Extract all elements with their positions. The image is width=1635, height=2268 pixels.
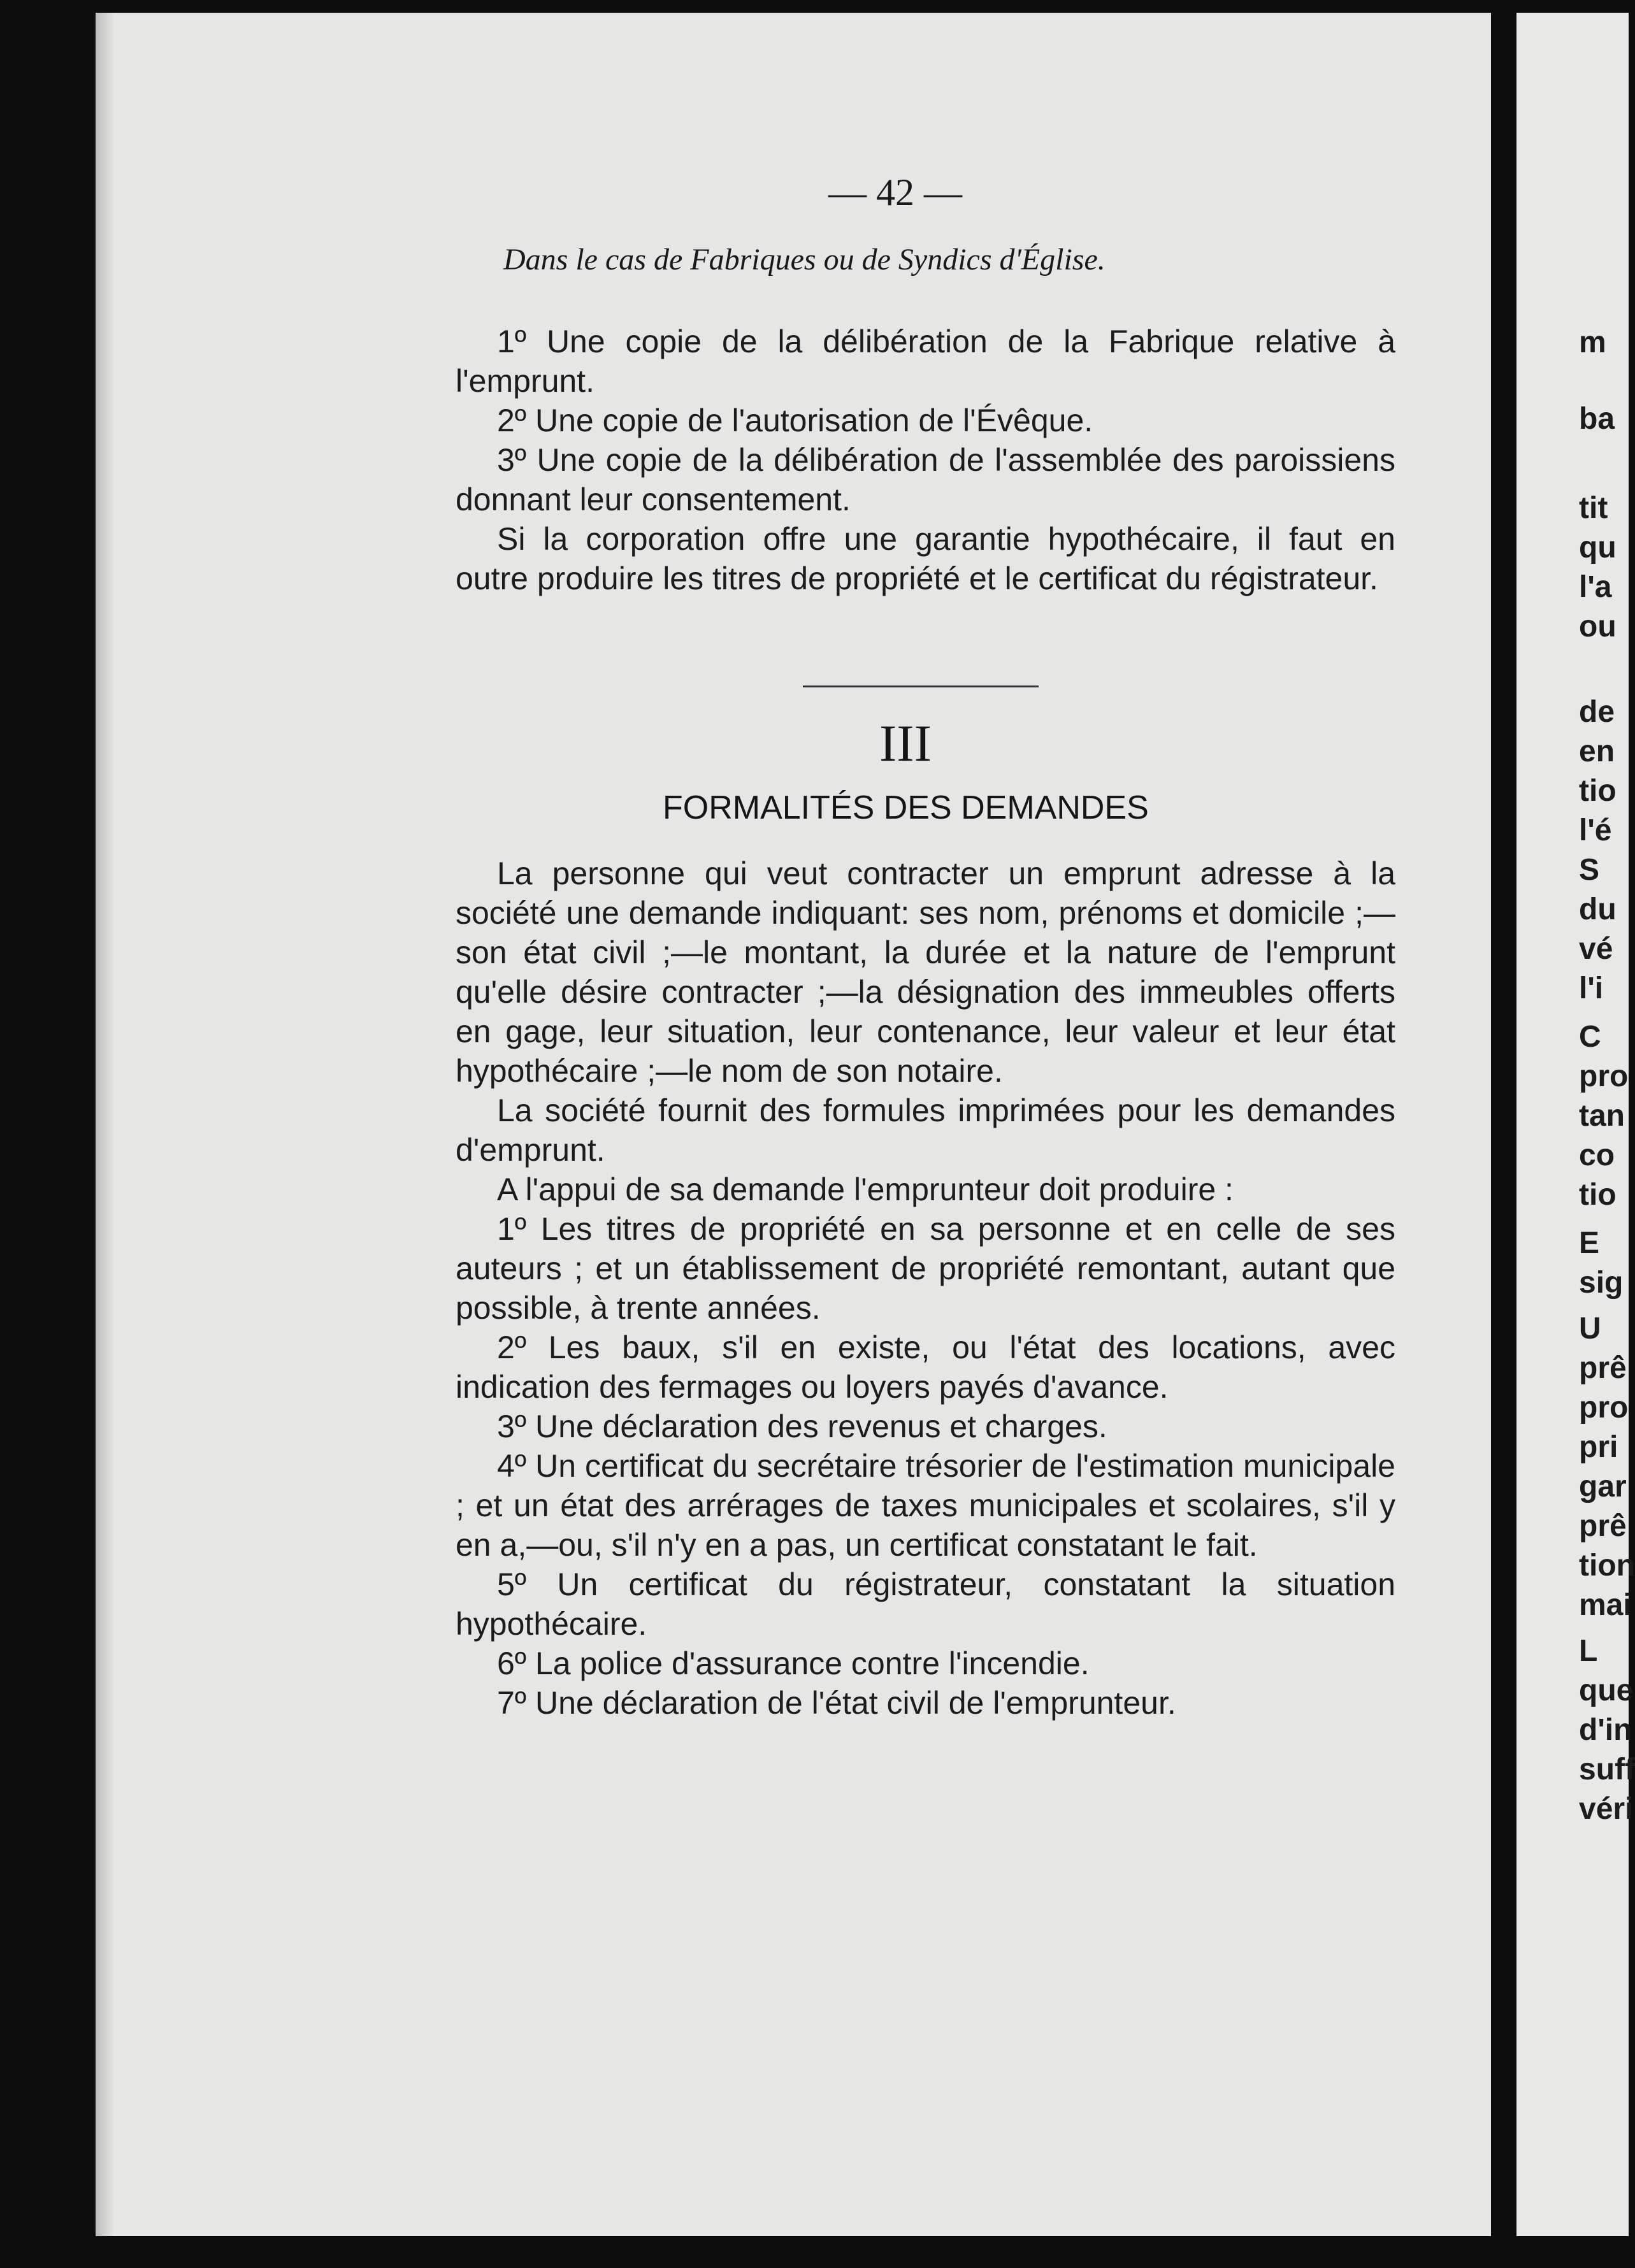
page-number: — 42 — — [828, 171, 962, 213]
right-page-fragment: l'é — [1579, 814, 1612, 847]
right-page-fragment: pro — [1579, 1059, 1629, 1093]
right-page-fragment: prê — [1579, 1351, 1627, 1385]
paragraph: 6º La police d'assurance contre l'incendie. — [497, 1646, 1090, 1681]
right-page-fragment: mai — [1579, 1588, 1632, 1622]
right-page-fragment: suff — [1579, 1753, 1635, 1786]
paragraph: 3º Une déclaration des revenus et charges. — [497, 1409, 1107, 1444]
right-page-fragment: d'in — [1579, 1713, 1632, 1747]
right-page-fragment: qu — [1579, 531, 1617, 564]
right-page-fragment: tan — [1579, 1099, 1625, 1133]
paragraph: A l'appui de sa demande l'emprunteur doit produire : — [497, 1172, 1234, 1207]
paragraph: 1º Les titres de propriété en sa personne et en celle de ses auteurs ; et un établissement de propriété remontant, autant que possible, à trente années. — [456, 1211, 1395, 1326]
paragraph: La société fournit des formules imprimées pour les demandes d'emprunt. — [456, 1093, 1395, 1168]
right-page-fragment: tio — [1579, 1178, 1617, 1212]
paragraph: 2º Une copie de l'autorisation de l'Évêque. — [497, 403, 1093, 438]
paragraph: 5º Un certificat du régistrateur, constatant la situation hypothécaire. — [456, 1567, 1395, 1642]
right-page-fragment: co — [1579, 1138, 1615, 1172]
right-page-fragment: en — [1579, 735, 1615, 768]
right-page-fragment: C — [1579, 1020, 1601, 1054]
italic-subheading: Dans le cas de Fabriques ou de Syndics d'Église. — [503, 243, 1106, 276]
paragraph: La personne qui veut contracter un emprunt adresse à la société une demande indiquant: ses nom, prénoms et domicile ;—son état civil ;—le montant, la durée et la nature de l'emprunt qu'elle désire contracter ;—la désignation des immeubles offerts en gage, leur situation, leur contenance, leur valeur et leur état hypothécaire ;—le nom de son notaire. — [456, 856, 1395, 1089]
right-page-fragment: L — [1579, 1634, 1598, 1668]
right-page-fragment: pri — [1579, 1430, 1618, 1464]
right-page-fragment: ou — [1579, 610, 1617, 643]
right-page-fragment: sig — [1579, 1266, 1624, 1300]
section-divider — [803, 685, 1039, 687]
right-page-fragment: vé — [1579, 932, 1613, 966]
right-page-fragment: S — [1579, 853, 1600, 887]
right-page-fragment: pro — [1579, 1391, 1629, 1425]
right-page-fragment: tio — [1579, 774, 1617, 808]
paragraph: Si la corporation offre une garantie hypothécaire, il faut en outre produire les titres de propriété et le certificat du régistrateur. — [456, 521, 1395, 596]
section-number: III — [879, 714, 932, 772]
paragraph: 2º Les baux, s'il en existe, ou l'état des locations, avec indication des fermages ou loyers payés d'avance. — [456, 1330, 1395, 1405]
right-page-fragment: E — [1579, 1226, 1600, 1260]
right-page-fragment: de — [1579, 695, 1615, 729]
paragraph: 3º Une copie de la délibération de l'assemblée des paroissiens donnant leur consentement. — [456, 442, 1395, 517]
paragraph: 4º Un certificat du secrétaire trésorier de l'estimation municipale ; et un état des arrérages de taxes municipales et scolaires, s'il y en a,—ou, s'il n'y en a pas, un certificat constatant le fait. — [456, 1448, 1395, 1563]
right-page-fragment: ba — [1579, 402, 1615, 436]
fabrique-requirements-block — [456, 322, 1395, 598]
right-page-fragment: m — [1579, 326, 1606, 359]
right-page-fragment: gar — [1579, 1470, 1627, 1504]
right-page-fragment: prê — [1579, 1509, 1627, 1543]
right-page-fragment: que — [1579, 1674, 1634, 1707]
section-title: FORMALITÉS DES DEMANDES — [663, 789, 1149, 826]
right-page-fragment: tit — [1579, 491, 1608, 525]
page-gutter-shadow — [96, 13, 115, 2236]
right-page-fragment: tion — [1579, 1549, 1635, 1583]
right-page-fragment: l'a — [1579, 570, 1612, 604]
right-page-fragment: l'i — [1579, 972, 1604, 1005]
paragraph: 7º Une déclaration de l'état civil de l'emprunteur. — [497, 1685, 1176, 1721]
right-page-fragment: U — [1579, 1312, 1601, 1346]
paragraph: 1º Une copie de la délibération de la Fabrique relative à l'emprunt. — [456, 324, 1395, 399]
right-page-fragment: véri — [1579, 1792, 1634, 1826]
right-page-fragment: du — [1579, 893, 1617, 926]
formalities-block — [456, 854, 1395, 1723]
